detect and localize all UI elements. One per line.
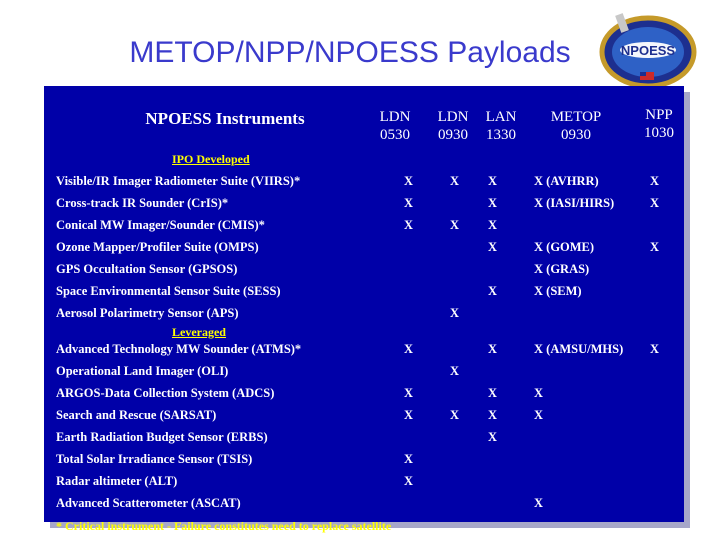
logo-text: NPOESS	[620, 43, 676, 58]
section-ipo-developed: IPO Developed	[172, 152, 250, 166]
instrument-name: Operational Land Imager (OLI)	[56, 364, 229, 378]
header-lan-1330	[478, 108, 524, 144]
instrument-name: Aerosol Polarimetry Sensor (APS)	[56, 306, 239, 320]
instrument-name: Advanced Scatterometer (ASCAT)	[56, 496, 241, 510]
cell-lan1330: X	[488, 240, 498, 254]
table-row	[56, 496, 676, 516]
cell-metop: X	[534, 386, 544, 400]
cell-lan1330: X	[488, 218, 498, 232]
cell-metop: X (GOME)	[534, 240, 595, 254]
cell-ldn0930: X	[450, 408, 460, 422]
npoess-logo	[596, 10, 700, 92]
cell-ldn0530: X	[404, 174, 414, 188]
cell-ldn0530: X	[404, 408, 414, 422]
header-npp	[634, 106, 684, 142]
cell-metop: X (AVHRR)	[534, 174, 599, 188]
cell-metop: X (SEM)	[534, 284, 582, 298]
table-row	[56, 342, 676, 362]
table-row	[56, 386, 676, 406]
table-row	[56, 306, 676, 326]
table-row	[56, 196, 676, 216]
cell-lan1330: X	[488, 174, 498, 188]
cell-ldn0930: X	[450, 218, 460, 232]
header-ldn-0930	[430, 108, 476, 144]
table-row	[56, 430, 676, 450]
instrument-name: Visible/IR Imager Radiometer Suite (VIIRS)*	[56, 174, 301, 188]
cell-ldn0530: X	[404, 386, 414, 400]
instrument-name: Advanced Technology MW Sounder (ATMS)*	[56, 342, 302, 356]
header-label: LDN	[379, 109, 411, 125]
cell-npp: X	[650, 240, 660, 254]
cell-lan1330: X	[488, 342, 498, 356]
cell-ldn0930: X	[450, 174, 460, 188]
table-row	[56, 240, 676, 260]
cell-ldn0530: X	[404, 218, 414, 232]
cell-metop: X (GRAS)	[534, 262, 590, 276]
header-time: 0930	[438, 127, 468, 143]
cell-ldn0930: X	[450, 306, 460, 320]
header-instruments: NPOESS Instruments	[145, 109, 305, 128]
instrument-name: Ozone Mapper/Profiler Suite (OMPS)	[56, 240, 259, 254]
cell-lan1330: X	[488, 430, 498, 444]
cell-npp: X	[650, 342, 660, 356]
instrument-name: Space Environmental Sensor Suite (SESS)	[56, 284, 281, 298]
cell-lan1330: X	[488, 386, 498, 400]
table-row	[56, 218, 676, 238]
cell-metop: X	[534, 408, 544, 422]
instrument-name: Search and Rescue (SARSAT)	[56, 408, 217, 422]
header-label: LDN	[437, 109, 469, 125]
table-row	[56, 174, 676, 194]
header-metop	[536, 108, 616, 144]
table-row	[56, 408, 676, 428]
cell-npp: X	[650, 174, 660, 188]
cell-ldn0530: X	[404, 196, 414, 210]
table-row	[56, 452, 676, 472]
section-leveraged: Leveraged	[172, 325, 226, 339]
table-row	[56, 284, 676, 304]
cell-metop: X (AMSU/MHS)	[534, 342, 624, 356]
cell-lan1330: X	[488, 196, 498, 210]
cell-lan1330: X	[488, 408, 498, 422]
instrument-name: Radar altimeter (ALT)	[56, 474, 178, 488]
instrument-name: Conical MW Imager/Sounder (CMIS)*	[56, 218, 265, 232]
cell-ldn0530: X	[404, 474, 414, 488]
header-label: METOP	[550, 109, 602, 125]
header-ldn-0530	[372, 108, 418, 144]
cell-ldn0530: X	[404, 342, 414, 356]
table-row	[56, 262, 676, 282]
cell-ldn0530: X	[404, 452, 414, 466]
header-time: 0930	[561, 127, 591, 143]
header-time: 0530	[380, 127, 410, 143]
instrument-name: GPS Occultation Sensor (GPSOS)	[56, 262, 238, 276]
slide-title: METOP/NPP/NPOESS Payloads	[129, 36, 571, 69]
cell-ldn0930: X	[450, 364, 460, 378]
cell-npp: X	[650, 196, 660, 210]
table-row	[56, 364, 676, 384]
instrument-name: Cross-track IR Sounder (CrIS)*	[56, 196, 229, 210]
instrument-name: ARGOS-Data Collection System (ADCS)	[56, 386, 275, 400]
instrument-name: Earth Radiation Budget Sensor (ERBS)	[56, 430, 268, 444]
header-time: 1030	[644, 125, 674, 141]
cell-lan1330: X	[488, 284, 498, 298]
header-time: 1330	[486, 127, 516, 143]
cell-metop: X	[534, 496, 544, 510]
footnote: * Critical instrument - Failure constitutes need to replace satellite	[56, 519, 392, 533]
header-label: LAN	[485, 109, 517, 125]
instrument-name: Total Solar Irradiance Sensor (TSIS)	[56, 452, 253, 466]
cell-metop: X (IASI/HIRS)	[534, 196, 615, 210]
table-row	[56, 474, 676, 494]
header-label: NPP	[645, 107, 673, 123]
